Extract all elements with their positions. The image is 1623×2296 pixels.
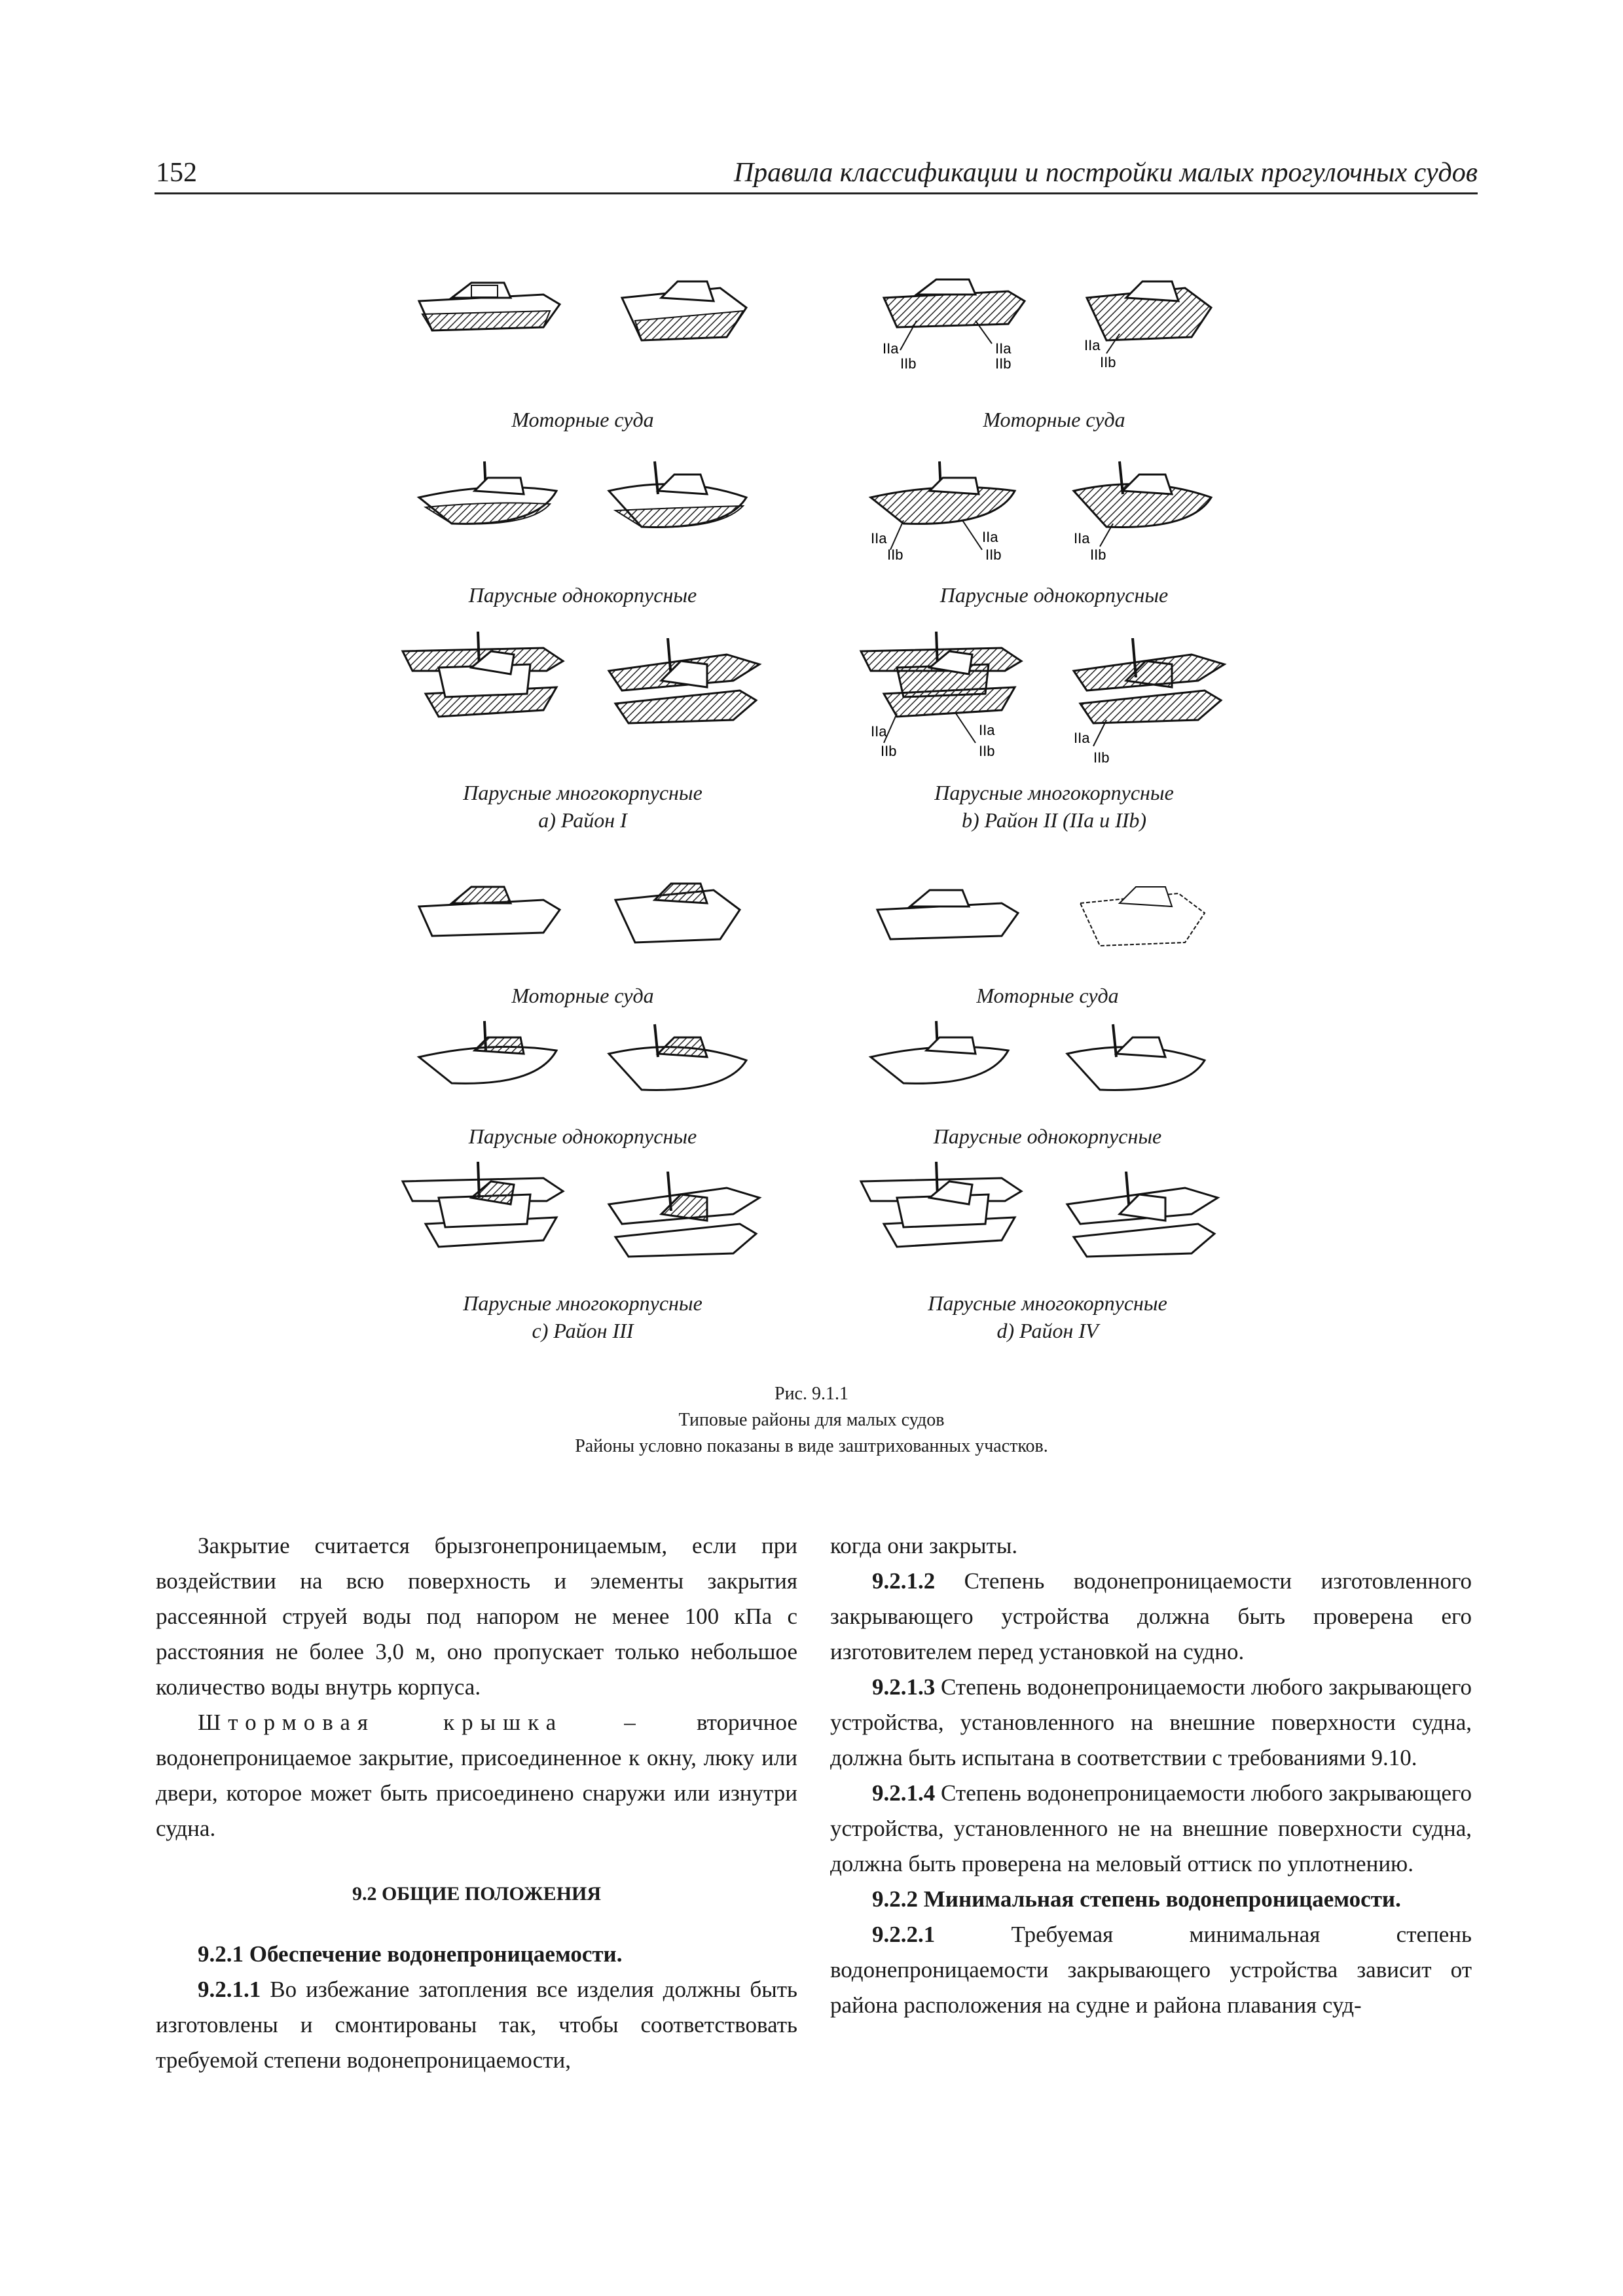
caption-region-b: b) Район II (IIa и IIb)	[961, 808, 1147, 832]
clause-9-2-1-1	[156, 1972, 797, 2078]
zone-label-iia: IIa	[979, 722, 995, 738]
boat-motor-d-2	[1074, 877, 1211, 952]
caption-sail-multi-c	[380, 1289, 786, 1344]
caption-sail-multi-d-line1: Парусные многокорпусные	[928, 1291, 1167, 1315]
continuation-text: когда они закрыты.	[830, 1533, 1018, 1558]
zone-label-iib: IIb	[900, 355, 917, 370]
zone-label-iia: IIa	[995, 340, 1012, 357]
caption-sail-mono-a: Парусные однокорпусные	[468, 583, 697, 607]
subsection-9-2-1	[156, 1937, 797, 1972]
boat-sail-multi-c-1	[399, 1162, 570, 1260]
clause-number: 9.2.1.2	[872, 1568, 936, 1594]
boat-sail-multi-b-2	[1067, 638, 1237, 769]
zone-label-iib: IIb	[995, 355, 1012, 370]
boat-sail-multi-a-1	[399, 632, 570, 730]
clause-9-2-1-2	[830, 1564, 1472, 1670]
zone-label-iib: IIb	[979, 743, 995, 759]
subsection-9-2-1-title: 9.2.1 Обеспечение водонепроницаемости.	[198, 1941, 623, 1967]
boat-sail-multi-c-2	[602, 1172, 773, 1263]
term-storm-cover: Штормовая крышка	[198, 1710, 564, 1735]
caption-sail-multi-a	[380, 779, 786, 834]
zone-label-iib: IIb	[881, 743, 897, 759]
boat-motor-c-2	[609, 874, 746, 949]
header-rule	[155, 192, 1478, 194]
running-title: Правила классификации и постройки малых прогулочных судов	[733, 158, 1478, 188]
zone-label-iia: IIa	[1084, 337, 1101, 353]
subsection-9-2-2	[830, 1882, 1472, 1917]
clause-text: Степень водонепроницаемости любого закрывающего устройства, установленного не на внешние поверхности судна, должна быть проверена на меловый оттиск по уплотнению.	[830, 1780, 1472, 1876]
paragraph-storm-cover	[156, 1705, 797, 1846]
caption-region-a: a) Район I	[538, 808, 627, 832]
boat-sail-multi-a-2	[602, 638, 773, 730]
subsection-9-2-2-title: 9.2.2 Минимальная степень водонепроницаемости.	[872, 1886, 1401, 1912]
clause-9-2-1-3	[830, 1670, 1472, 1776]
clause-text: Во избежание затопления все изделия должны быть изготовлены и смонтированы так, чтобы соответствовать требуемой степени водонепроницаемости,	[156, 1977, 797, 2073]
zone-label-iia: IIa	[871, 530, 887, 547]
clause-9-2-2-1	[830, 1917, 1472, 2023]
boat-motor-a-2	[615, 272, 753, 347]
zone-label-iib: IIb	[985, 547, 1002, 563]
zone-label-iib: IIb	[1093, 749, 1110, 766]
right-column	[830, 1528, 1472, 2023]
zone-label-iia: IIa	[883, 340, 899, 357]
zone-label-iia: IIa	[1074, 530, 1090, 547]
clause-number: 9.2.1.1	[198, 1977, 261, 2002]
caption-motor-c: Моторные суда	[511, 984, 654, 1007]
zone-label-iib: IIb	[1100, 354, 1116, 370]
clause-number: 9.2.1.4	[872, 1780, 936, 1806]
boat-sail-mono-a-1	[412, 458, 563, 530]
caption-sail-mono-b: Парусные однокорпусные	[939, 583, 1169, 607]
caption-region-c: c) Район III	[532, 1319, 634, 1342]
clause-number: 9.2.2.1	[872, 1922, 936, 1947]
clause-9-2-1-4	[830, 1776, 1472, 1882]
zone-label-iia: IIa	[982, 529, 998, 545]
clause-text: Степень водонепроницаемости изготовленного закрывающего устройства должна быть проверена его изготовителем перед установкой на судно.	[830, 1568, 1472, 1664]
zone-label-iia: IIa	[1074, 730, 1090, 746]
page-number: 152	[156, 158, 197, 188]
boat-sail-mono-b-1	[864, 458, 1028, 563]
storm-cover-definition: – вторичное водонепроницаемое закрытие, присоединенное к окну, люку или двери, которое может быть присоединено снаружи или изнутри судна.	[156, 1710, 797, 1841]
clause-text: Степень водонепроницаемости любого закрывающего устройства, установленного на внешние поверхности судна, должна быть испытана в соответствии с требованиями 9.10.	[830, 1674, 1472, 1770]
boat-sail-mono-a-2	[602, 455, 753, 533]
boat-motor-c-1	[412, 877, 563, 942]
caption-region-d: d) Район IV	[996, 1319, 1099, 1342]
boat-sail-mono-b-2	[1067, 455, 1218, 563]
caption-sail-multi-b-line1: Парусные многокорпусные	[934, 781, 1174, 804]
boat-motor-a-1	[412, 275, 563, 340]
boat-sail-multi-d-2	[1061, 1172, 1231, 1263]
clause-number: 9.2.1.3	[872, 1674, 936, 1700]
figure-note: Районы условно показаны в виде заштрихованных участков.	[575, 1436, 1048, 1456]
caption-sail-multi-c-line1: Парусные многокорпусные	[463, 1291, 702, 1315]
boat-motor-b-1	[877, 272, 1028, 370]
figure-title: Типовые районы для малых судов	[678, 1410, 945, 1430]
caption-sail-multi-b	[851, 779, 1257, 834]
zone-label-iia: IIa	[871, 723, 887, 740]
boat-sail-multi-d-1	[858, 1162, 1028, 1260]
boat-sail-mono-d-2	[1061, 1018, 1211, 1096]
caption-motor-b: Моторные суда	[983, 408, 1125, 431]
boat-sail-multi-b-1	[858, 632, 1041, 762]
clause-text: Требуемая минимальная степень водонепроницаемости закрывающего устройства зависит от района расположения на судне и района плавания суд-	[830, 1922, 1472, 2018]
boat-motor-b-2	[1080, 272, 1218, 370]
caption-motor-d: Моторные суда	[976, 984, 1119, 1007]
boat-sail-mono-d-1	[864, 1018, 1015, 1090]
caption-motor-a: Моторные суда	[511, 408, 654, 431]
figure-number: Рис. 9.1.1	[775, 1384, 848, 1404]
left-column	[156, 1528, 797, 2078]
figure-caption	[0, 1381, 1623, 1460]
boat-sail-mono-c-1	[412, 1018, 563, 1090]
zone-label-iib: IIb	[1090, 547, 1106, 563]
caption-sail-mono-c: Парусные однокорпусные	[468, 1124, 697, 1148]
paragraph-splashproof: Закрытие считается брызгонепроницаемым, если при воздействии на всю поверхность и элементы закрытия рассеянной струей воды под напором не менее 100 кПа с расстояния не более 3,0 м, оно пропускает только небольшое количество воды внутрь корпуса.	[156, 1533, 797, 1700]
caption-sail-multi-a-line1: Парусные многокорпусные	[463, 781, 702, 804]
boat-motor-d-1	[871, 880, 1021, 946]
caption-sail-mono-d: Парусные однокорпусные	[933, 1124, 1162, 1148]
boat-sail-mono-c-2	[602, 1018, 753, 1096]
section-heading: 9.2 ОБЩИЕ ПОЛОЖЕНИЯ	[352, 1883, 602, 1905]
caption-sail-multi-d	[845, 1289, 1250, 1344]
zone-label-iib: IIb	[887, 547, 903, 563]
